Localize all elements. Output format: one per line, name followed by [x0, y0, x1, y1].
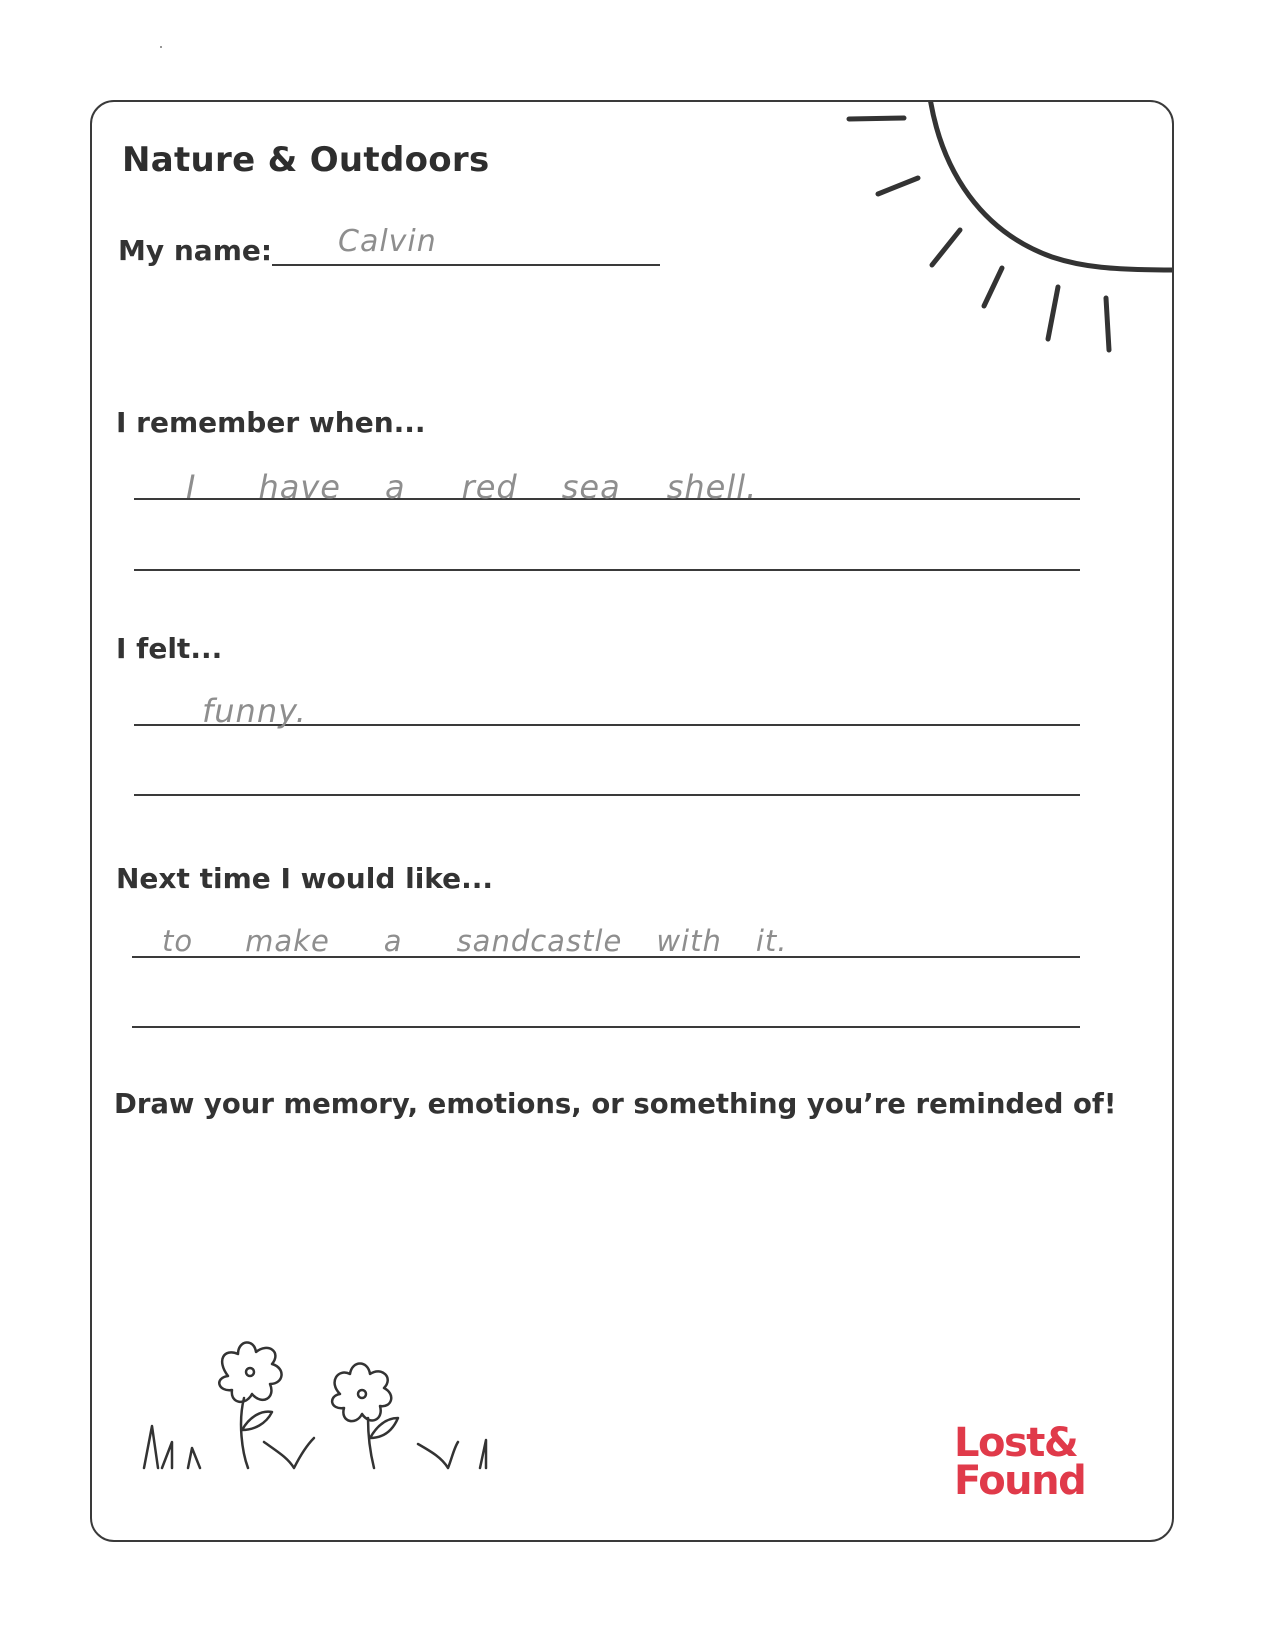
logo-line-2: Found [954, 1458, 1086, 1504]
next-time-word: sandcastle [456, 924, 623, 958]
remember-word: a [384, 468, 406, 506]
next-time-word: to [162, 924, 194, 958]
grass-icon [144, 1426, 486, 1468]
next-time-word: with [656, 924, 722, 958]
name-value: Calvin [338, 224, 437, 259]
remember-word: have [258, 468, 341, 506]
remember-word: shell. [666, 468, 758, 506]
remember-label: I remember when... [116, 406, 426, 439]
next-time-word: it. [755, 924, 788, 958]
next-time-word: make [245, 924, 330, 958]
flower-icon [92, 102, 1174, 1542]
scan-speck [160, 46, 162, 48]
felt-label: I felt... [116, 632, 223, 665]
lost-and-found-logo [954, 1420, 1134, 1504]
remember-word: sea [561, 468, 621, 506]
logo-line-1: Lost& [954, 1420, 1078, 1466]
flower-icon [332, 1364, 398, 1469]
felt-value: funny. [202, 692, 307, 730]
next-time-word: a [383, 924, 403, 958]
remember-word: I [186, 468, 197, 506]
draw-prompt: Draw your memory, emotions, or something you’re reminded of! [114, 1088, 1117, 1120]
remember-word: red [461, 468, 518, 506]
next-time-label: Next time I would like... [116, 862, 494, 895]
name-label: My name: [118, 234, 273, 267]
page-title: Nature & Outdoors [122, 140, 490, 180]
worksheet-card [90, 100, 1174, 1542]
